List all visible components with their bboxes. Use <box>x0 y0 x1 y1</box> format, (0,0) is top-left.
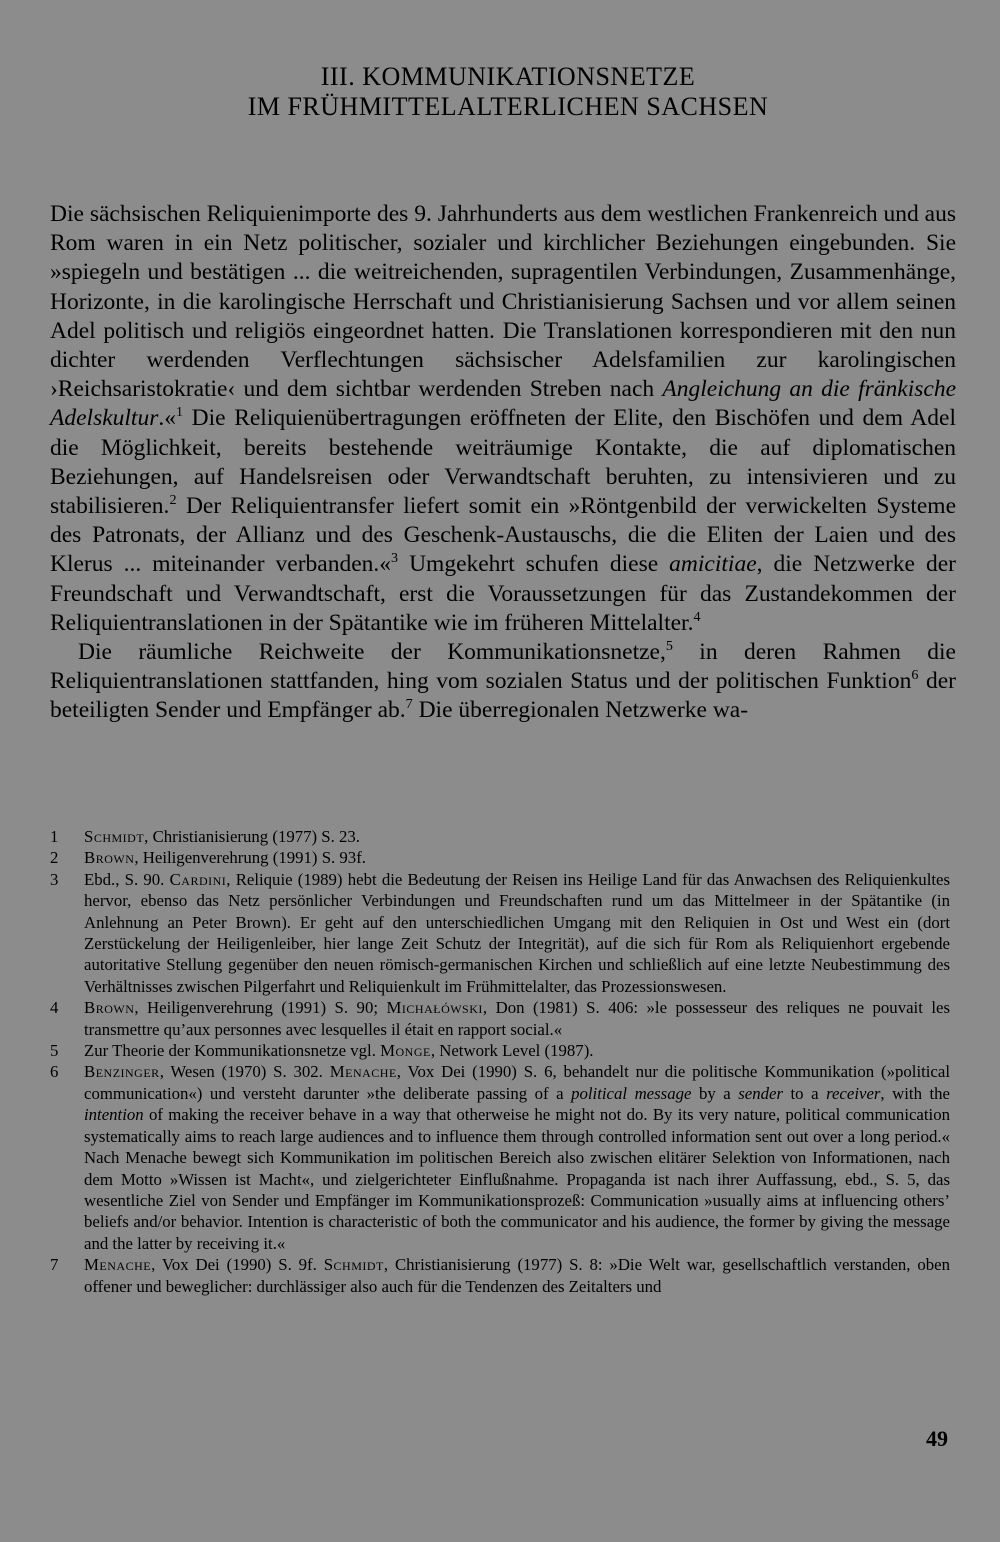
footnote-7 <box>50 1254 950 1297</box>
footnote-number: 3 <box>50 869 59 889</box>
footnote-ref-3[interactable]: 3 <box>391 550 399 567</box>
footnote-ref-5[interactable]: 5 <box>665 638 673 655</box>
footnote-number: 2 <box>50 848 59 868</box>
footnote-1 <box>50 826 950 847</box>
footnote-text: Brown, Heiligenverehrung (1991) S. 90; Michałówski, Don (1981) S. 406: »le possesseur des reliques ne pouvait les transmettre qu’aux personnes avec lesquelles il était en rapport social.« <box>84 998 950 1039</box>
footnote-6 <box>50 1061 950 1254</box>
footnote-text: Zur Theorie der Kommunikationsnetze vgl. Monge, Network Level (1987). <box>84 1041 594 1061</box>
footnote-text: Ebd., S. 90. Cardini, Reliquie (1989) hebt die Bedeutung der Reisen ins Heilige Land für das Anwachsen des Reliquienkultes hervor, ebenso das Netz persönlicher Verbindungen und Freundschaften rund um das Mittelmeer in der Spätantike (in Anlehnung an Peter Brown). Er geht auf den unterschiedlichen Umgang mit den Reliquien in Ost und West ein (dort Zerstückelung der Heiligenleiber, hier lange Zeit Schutz der Integrität), auf die sich für Rom als Reliquienhort ergebende autoritative Stellung gegenüber den neuen römisch-germanischen Kirchen und schließlich auf eine letzte Neubestimmung des Verhältnisses zwischen Pilgerfahrt und Reliquienkult im Frühmittelalter, das Prozessionswesen. <box>84 869 950 996</box>
footnote-ref-7[interactable]: 7 <box>405 696 413 713</box>
footnote-text: Schmidt, Christianisierung (1977) S. 23. <box>84 827 360 846</box>
footnote-number: 1 <box>50 827 59 846</box>
footnote-text: Brown, Heiligenverehrung (1991) S. 93f. <box>84 848 366 868</box>
footnote-ref-1[interactable]: 1 <box>175 404 184 421</box>
footnote-ref-6[interactable]: 6 <box>911 667 919 684</box>
footnote-number: 5 <box>50 1041 59 1061</box>
footnote-number: 4 <box>50 998 59 1018</box>
footnote-ref-4[interactable]: 4 <box>693 609 701 626</box>
footnote-ref-2[interactable]: 2 <box>169 492 177 509</box>
paragraph-2: Die räumliche Reichweite der Kommunikationsnetze,$^5$ in deren Rahmen die Reliquientranslationen stattfanden, hing vom sozialen Status und der politischen Funktion$^6$ der beteiligten Sender und Empfänger ab.$^7$ Die überregionalen Netzwerke wa- <box>50 638 956 724</box>
footnote-3 <box>50 869 950 997</box>
chapter-title-line-2: IM FRÜHMITTELALTERLICHEN SACHSEN <box>247 92 769 121</box>
footnote-2 <box>50 847 950 868</box>
paragraph-1: Die sächsischen Reliquienimporte des 9. Jahrhunderts aus dem westlichen Frankenreich und aus Rom waren in ein Netz politischer, sozialer und kirchlicher Beziehungen eingebunden. Sie »spiegeln und bestätigen ... die weitreichenden, supragentilen Verbindungen, Zusammenhänge, Horizonte, in die karolingische Herrschaft und Christianisierung Sachsen und vor allem seinen Adel politisch und religiös eingeordnet hatten. Die Translationen korrespondieren mit den nun dichter werdenden Verflechtungen sächsischer Adelsfamilien zur karolingischen ›Reichsaristokratie‹ und dem sichtbar werdenden Streben nach Angleichung an die fränkische Adelskultur.«$^1$ Die Reliquienübertragungen eröffneten der Elite, den Bischöfen und dem Adel die Möglichkeit, bereits bestehende weiträumige Kontakte, die auf diplomatischen Beziehungen, auf Handelsreisen oder Verwandtschaft beruhten, zu intensivieren und zu stabilisieren.$^2$ Der Reliquientransfer liefert somit ein »Röntgenbild der verwickelten Systeme des Patronats, der Allianz und des Geschenk-Austauschs, die die Eliten der Laien und des Klerus ... miteinander verbanden.«$^3$ Umgekehrt schufen diese amicitiae, die Netzwerke der Freundschaft und Verwandtschaft, erst die Voraussetzungen für das Zustandekommen der Reliquientranslationen in der Spätantike wie im früheren Mittelalter.$^4$ <box>50 201 957 636</box>
footnote-number: 7 <box>50 1255 59 1275</box>
footnote-4 <box>50 997 950 1040</box>
footnote-5 <box>50 1040 950 1061</box>
footnote-text: Menache, Vox Dei (1990) S. 9f. Schmidt, Christianisierung (1977) S. 8: »Die Welt war, gesellschaftlich verstanden, oben offener und beweglicher: durchlässiger also auch für die Tendenzen des Zeitalters und <box>84 1255 950 1296</box>
footnotes <box>50 826 950 1297</box>
page-number: 49 <box>926 1426 948 1451</box>
emphasis: amicitiae <box>669 551 757 578</box>
emphasis: Angleichung an die fränkische Adelskultur <box>50 376 957 432</box>
chapter-title <box>50 62 966 122</box>
body-text <box>50 200 956 726</box>
footnote-text: Benzinger, Wesen (1970) S. 302. Menache, Vox Dei (1990) S. 6, behandelt nur die politische Kommunikation (»political communication«) und versteht darunter »the deliberate passing of a political message by a sender to a receiver, with the intention of making the receiver behave in a way that otherweise he might not do. By its very nature, political communication systematically aims to reach large audiences and to influence them through controlled information sent out over a long period.« Nach Menache bewegt sich Kommunikation im politischen Bereich also zwischen elitärer Selektion von Informationen, nach dem Motto »Wissen ist Macht«, und zielgerichteter Einflußnahme. Propaganda ist nach ihrer Auffassung, ebd., S. 5, das wesentliche Ziel von Sender und Empfänger im Kommunikationsprozeß: Communication »usually aims at influencing others’ beliefs and/or behavior. Intention is characteristic of both the communicator and his audience, the former by giving the message and the latter by receiving it.« <box>84 1062 950 1253</box>
footnote-number: 6 <box>50 1062 59 1082</box>
chapter-title-line-1: III. KOMMUNIKATIONSNETZE <box>320 62 696 91</box>
